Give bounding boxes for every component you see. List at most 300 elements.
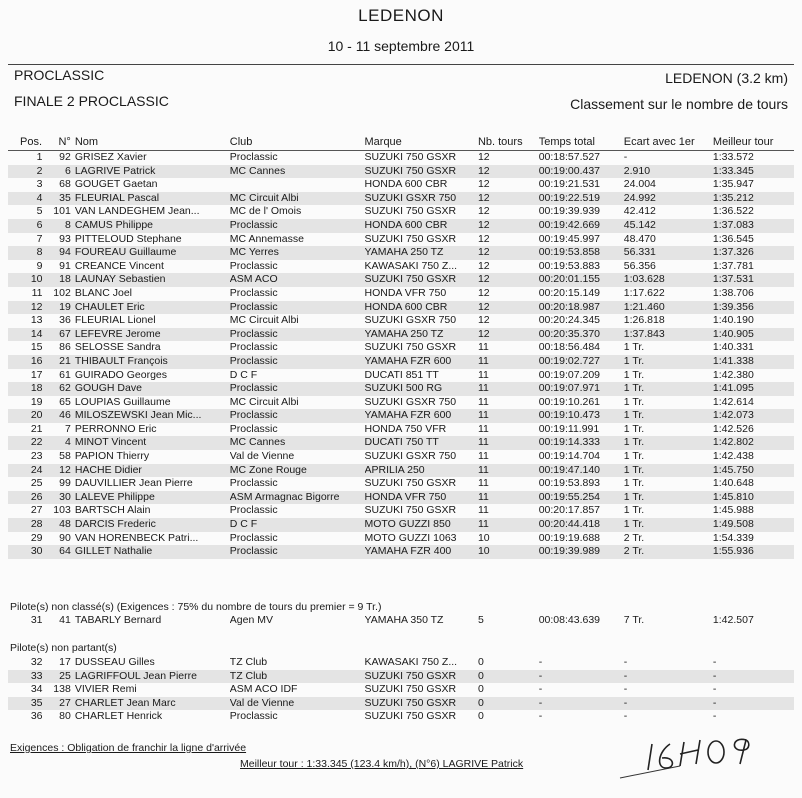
cell-ecart: 2.910 (623, 164, 651, 177)
cell-best: 1:42.526 (712, 422, 754, 435)
cell-tours: 11 (477, 490, 489, 503)
cell-num: 21 (59, 354, 71, 367)
table-row (8, 301, 794, 315)
cell-marque: APRILIA 250 (364, 463, 425, 476)
cell-num: 65 (59, 395, 71, 408)
cell-best: 1:40.905 (712, 327, 754, 340)
cell-num: 27 (59, 696, 71, 709)
cell-pos: 17 (30, 368, 43, 381)
cell-ecart: - (623, 683, 628, 696)
cell-nom: CHARLET Henrick (74, 710, 163, 723)
cell-temps: 00:20:44.418 (538, 518, 601, 531)
cell-marque: SUZUKI GSXR 750 (364, 395, 457, 408)
cell-nom: CAMUS Philippe (74, 218, 154, 231)
cell-pos: 15 (30, 341, 43, 354)
cell-ecart: 1 Tr. (623, 409, 645, 422)
cell-marque: HONDA VFR 750 (364, 490, 447, 503)
cell-pos: 2 (36, 164, 43, 177)
cell-temps: - (538, 710, 543, 723)
cell-best: 1:37.531 (712, 273, 754, 286)
cell-best: 1:40.648 (712, 477, 754, 490)
cell-ecart: 1 Tr. (623, 450, 645, 463)
cell-club: Proclassic (229, 259, 278, 272)
cell-pos: 6 (36, 218, 43, 231)
cell-best: 1:39.356 (712, 300, 754, 313)
cell-marque: YAMAHA FZR 600 (364, 354, 452, 367)
cell-tours: 11 (477, 422, 489, 435)
cell-nom: LAGRIFFOUL Jean Pierre (74, 669, 197, 682)
cell-ecart: 1:03.628 (623, 273, 665, 286)
cell-ecart: 1 Tr. (623, 463, 645, 476)
cell-marque: YAMAHA 250 TZ (364, 246, 444, 259)
cell-club: Agen MV (229, 614, 273, 626)
non-partants-body (8, 656, 794, 724)
cell-pos: 11 (31, 286, 43, 299)
cell-best: 1:42.507 (712, 614, 754, 626)
cell-temps: 00:19:53.893 (538, 477, 601, 490)
cell-tours: 12 (477, 286, 490, 299)
non-classes-body (8, 614, 794, 628)
cell-marque: SUZUKI 750 GSXR (364, 151, 457, 163)
cell-num: 36 (59, 314, 71, 327)
table-row (8, 477, 794, 491)
table-row (8, 328, 794, 342)
cell-club: Val de Vienne (229, 450, 295, 463)
cell-best: 1:45.750 (712, 463, 754, 476)
cell-num: 99 (59, 477, 71, 490)
cell-ecart: 2 Tr. (623, 545, 645, 558)
cell-temps: 00:19:53.858 (538, 246, 601, 259)
cell-ecart: 1:26.818 (623, 314, 665, 327)
table-row (8, 341, 794, 355)
cell-club: MC Cannes (229, 436, 286, 449)
cell-num: 80 (59, 710, 71, 723)
cell-num: 4 (64, 436, 71, 449)
cell-tours: 11 (477, 341, 489, 354)
table-row (8, 205, 794, 219)
cell-tours: 0 (477, 683, 484, 696)
cell-best: 1:41.338 (712, 354, 754, 367)
cell-ecart: - (623, 710, 628, 723)
exigences-note: Exigences : Obligation de franchir la ligne d'arrivée (10, 742, 247, 754)
cell-ecart: - (623, 151, 628, 163)
cell-temps: 00:19:10.473 (538, 409, 601, 422)
cell-num: 41 (59, 614, 71, 626)
cell-ecart: 45.142 (623, 218, 656, 231)
cell-num: 12 (59, 463, 71, 476)
cell-marque: KAWASAKI 750 Z... (364, 656, 458, 668)
cell-temps: 00:19:47.140 (538, 463, 601, 476)
cell-tours: 11 (477, 477, 489, 490)
cell-best: 1:36.545 (712, 232, 754, 245)
cell-temps: 00:19:45.997 (538, 232, 601, 245)
cell-club: MC Zone Rouge (229, 463, 307, 476)
cell-temps: - (538, 669, 543, 682)
cell-temps: 00:20:18.987 (538, 300, 601, 313)
cell-ecart: 1 Tr. (623, 477, 645, 490)
cell-ecart: 56.356 (623, 259, 656, 272)
cell-club: Proclassic (229, 504, 278, 517)
cell-nom: CHARLET Jean Marc (74, 696, 176, 709)
table-row (8, 178, 794, 192)
cell-tours: 12 (477, 191, 490, 204)
cell-nom: FLEURIAL Pascal (74, 191, 160, 204)
table-row (8, 504, 794, 518)
cell-pos: 16 (30, 354, 43, 367)
cell-club: ASM ACO IDF (229, 683, 298, 696)
cell-ecart: 42.412 (623, 205, 656, 218)
cell-club: MC Annemasse (229, 232, 304, 245)
cell-marque: SUZUKI 750 GSXR (364, 205, 457, 218)
cell-nom: MINOT Vincent (74, 436, 147, 449)
results-body (8, 151, 794, 559)
cell-temps: 00:19:22.519 (538, 191, 601, 204)
col-header-num: N° (49, 134, 75, 151)
cell-best: 1:37.083 (712, 218, 754, 231)
cell-ecart: 56.331 (623, 246, 656, 259)
cell-marque: HONDA 600 CBR (364, 218, 448, 231)
cell-temps: 00:19:10.261 (538, 395, 601, 408)
non-classes-table (8, 614, 794, 628)
cell-temps: 00:19:11.991 (538, 422, 600, 435)
cell-nom: CHAULET Eric (74, 300, 145, 313)
cell-tours: 11 (477, 368, 489, 381)
cell-tours: 5 (477, 614, 484, 626)
cell-temps: 00:20:17.857 (538, 504, 601, 517)
cell-pos: 1 (36, 151, 43, 163)
table-row (8, 464, 794, 478)
cell-nom: LAUNAY Sebastien (74, 273, 166, 286)
cell-temps: 00:19:42.669 (538, 218, 601, 231)
cell-club: Proclassic (229, 710, 278, 723)
cell-nom: FOUREAU Guillaume (74, 246, 177, 259)
cell-club (230, 178, 365, 192)
cell-num: 17 (59, 656, 71, 668)
cell-temps: 00:08:43.639 (538, 614, 601, 626)
cell-marque: SUZUKI 750 GSXR (364, 683, 457, 696)
cell-best: 1:38.706 (712, 286, 754, 299)
cell-pos: 32 (30, 656, 43, 668)
cell-club: D C F (229, 368, 258, 381)
cell-pos: 27 (30, 504, 43, 517)
cell-temps: 00:19:14.704 (538, 450, 601, 463)
cell-ecart: 1 Tr. (623, 518, 645, 531)
table-row (8, 409, 794, 423)
cell-marque: SUZUKI 750 GSXR (364, 232, 457, 245)
cell-num: 62 (59, 382, 71, 395)
table-row (8, 369, 794, 383)
cell-best: 1:33.345 (712, 164, 754, 177)
cell-club: Proclassic (229, 409, 278, 422)
cell-ecart: 1 Tr. (623, 382, 645, 395)
cell-ecart: 1 Tr. (623, 395, 645, 408)
cell-club: ASM Armagnac Bigorre (229, 490, 340, 503)
table-row (8, 532, 794, 546)
cell-num: 46 (59, 409, 71, 422)
table-row (8, 518, 794, 532)
table-row (8, 273, 794, 287)
cell-club: Proclassic (229, 354, 278, 367)
cell-pos: 21 (30, 422, 43, 435)
col-header-marque: Marque (365, 134, 478, 151)
cell-pos: 20 (30, 409, 43, 422)
cell-num: 68 (59, 178, 71, 191)
table-row (8, 314, 794, 328)
cell-nom: LALEVE Philippe (74, 490, 155, 503)
cell-best: 1:42.802 (712, 436, 754, 449)
cell-num: 8 (64, 218, 71, 231)
col-header-best: Meilleur tour (713, 134, 794, 151)
cell-nom: PAPION Thierry (74, 450, 150, 463)
cell-best: 1:35.947 (712, 178, 754, 191)
cell-club: MC Yerres (229, 246, 279, 259)
cell-marque: SUZUKI 750 GSXR (364, 696, 457, 709)
table-row (8, 697, 794, 711)
cell-club: MC Circuit Albi (229, 191, 299, 204)
table-row (8, 656, 794, 670)
cell-ecart: 1 Tr. (623, 490, 645, 503)
cell-marque: YAMAHA 250 TZ (364, 327, 444, 340)
cell-nom: VAN HORENBECK Patri... (74, 531, 199, 544)
cell-temps: 00:19:07.971 (538, 382, 601, 395)
cell-nom: FLEURIAL Lionel (74, 314, 156, 327)
cell-nom: GOUGH Dave (74, 382, 142, 395)
cell-temps: 00:20:24.345 (538, 314, 601, 327)
cell-num: 102 (53, 286, 71, 299)
table-row (8, 396, 794, 410)
best-lap-note: Meilleur tour : 1:33.345 (123.4 km/h), (N°6) LAGRIVE Patrick (240, 758, 524, 770)
cell-marque: SUZUKI 750 GSXR (364, 341, 457, 354)
cell-nom: GRISEZ Xavier (74, 151, 147, 163)
cell-num: 35 (59, 191, 71, 204)
cell-temps: 00:19:07.209 (538, 368, 601, 381)
cell-ecart: 1 Tr. (623, 354, 645, 367)
cell-best: 1:37.781 (712, 259, 754, 272)
cell-marque: YAMAHA FZR 600 (364, 409, 452, 422)
cell-num: 67 (59, 327, 71, 340)
cell-club: Proclassic (229, 422, 278, 435)
cell-num: 90 (59, 531, 71, 544)
cell-club: MC de l' Omois (229, 205, 302, 218)
cell-num: 58 (59, 450, 71, 463)
cell-nom: TABARLY Bernard (74, 614, 162, 626)
table-row (8, 260, 794, 274)
cell-club: Proclassic (229, 477, 278, 490)
cell-tours: 12 (477, 205, 490, 218)
cell-club: ASM ACO (229, 273, 278, 286)
cell-num: 6 (64, 164, 71, 177)
table-row (8, 287, 794, 301)
col-header-nom: Nom (75, 134, 230, 151)
cell-temps: 00:19:39.939 (538, 205, 601, 218)
cell-ecart: - (623, 656, 628, 668)
cell-marque: HONDA 600 CBR (364, 178, 448, 191)
cell-club: Val de Vienne (229, 696, 295, 709)
cell-pos: 28 (30, 518, 43, 531)
cell-club: Proclassic (229, 545, 278, 558)
cell-best: - (712, 710, 717, 723)
cell-nom: DUSSEAU Gilles (74, 656, 155, 668)
cell-club: Proclassic (229, 382, 278, 395)
cell-pos: 4 (36, 191, 43, 204)
cell-temps: 00:18:57.527 (538, 151, 601, 163)
results-table (8, 134, 794, 559)
cell-nom: LEFEVRE Jerome (74, 327, 161, 340)
cell-pos: 12 (30, 300, 43, 313)
cell-num: 18 (59, 273, 71, 286)
cell-marque: SUZUKI 750 GSXR (364, 504, 457, 517)
cell-temps: - (538, 696, 543, 709)
cell-tours: 12 (477, 314, 490, 327)
cell-best: - (712, 683, 717, 696)
cell-club: TZ Club (229, 656, 268, 668)
cell-temps: - (538, 683, 543, 696)
cell-club: MC Circuit Albi (229, 395, 299, 408)
cell-ecart: - (623, 669, 628, 682)
cell-tours: 11 (477, 409, 489, 422)
cell-club: Proclassic (229, 300, 278, 313)
col-header-pos: Pos. (8, 134, 49, 151)
table-header-row (8, 134, 794, 151)
cell-best: 1:45.810 (712, 490, 754, 503)
race-label: FINALE 2 PROCLASSIC (14, 93, 169, 109)
cell-marque: HONDA VFR 750 (364, 286, 447, 299)
cell-tours: 11 (477, 395, 489, 408)
cell-marque: SUZUKI 750 GSXR (364, 164, 457, 177)
handwritten-signature (600, 730, 780, 790)
cell-tours: 11 (477, 436, 489, 449)
cell-nom: LOUPIAS Guillaume (74, 395, 171, 408)
cell-marque: MOTO GUZZI 850 (364, 518, 451, 531)
non-partants-table (8, 656, 794, 724)
cell-nom: GOUGET Gaetan (74, 178, 158, 191)
cell-ecart: 1 Tr. (623, 368, 645, 381)
cell-marque: SUZUKI GSXR 750 (364, 314, 457, 327)
cell-marque: HONDA 600 CBR (364, 300, 448, 313)
table-row (8, 423, 794, 437)
table-row (8, 614, 794, 628)
cell-nom: SELOSSE Sandra (74, 341, 161, 354)
cell-num: 92 (59, 151, 71, 163)
cell-club: Proclassic (229, 286, 278, 299)
cell-num: 48 (59, 518, 71, 531)
cell-tours: 12 (477, 327, 490, 340)
event-date: 10 - 11 septembre 2011 (327, 38, 475, 54)
cell-pos: 19 (30, 395, 43, 408)
cell-best: 1:42.614 (712, 395, 754, 408)
cell-nom: GILLET Nathalie (74, 545, 153, 558)
cell-tours: 12 (477, 246, 490, 259)
cell-pos: 22 (30, 436, 43, 449)
cell-tours: 0 (477, 656, 484, 668)
table-row (8, 151, 794, 165)
table-row (8, 683, 794, 697)
cell-marque: SUZUKI 750 GSXR (364, 273, 457, 286)
cell-pos: 24 (30, 463, 43, 476)
cell-marque: KAWASAKI 750 Z... (364, 259, 458, 272)
cell-tours: 11 (477, 450, 489, 463)
cell-temps: 00:20:01.155 (538, 273, 601, 286)
cell-marque: YAMAHA 350 TZ (364, 614, 444, 626)
cell-num: 93 (59, 232, 71, 245)
cell-best: 1:45.988 (712, 504, 754, 517)
cell-best: - (712, 696, 717, 709)
cell-nom: MILOSZEWSKI Jean Mic... (74, 409, 202, 422)
cell-ecart: 1 Tr. (623, 436, 645, 449)
cell-nom: DAUVILLIER Jean Pierre (74, 477, 193, 490)
cell-ecart: 48.470 (623, 232, 656, 245)
cell-ecart: 1 Tr. (623, 504, 645, 517)
cell-pos: 8 (36, 246, 43, 259)
cell-num: 91 (59, 259, 71, 272)
table-row (8, 219, 794, 233)
cell-best: 1:49.508 (712, 518, 754, 531)
cell-num: 61 (59, 368, 71, 381)
cell-tours: 11 (477, 518, 489, 531)
cell-nom: GUIRADO Georges (74, 368, 168, 381)
cell-num: 19 (59, 300, 71, 313)
cell-temps: 00:20:35.370 (538, 327, 601, 340)
cell-marque: SUZUKI GSXR 750 (364, 450, 457, 463)
cell-ecart: 7 Tr. (623, 614, 645, 626)
table-row (8, 491, 794, 505)
cell-pos: 13 (30, 314, 43, 327)
cell-nom: CREANCE Vincent (74, 259, 164, 272)
header-rule (8, 64, 794, 65)
cell-temps: 00:19:19.688 (538, 531, 601, 544)
cell-temps: 00:19:53.883 (538, 259, 601, 272)
cell-marque: YAMAHA FZR 400 (364, 545, 452, 558)
cell-club: Proclassic (229, 327, 278, 340)
cell-tours: 10 (477, 531, 490, 544)
cell-tours: 12 (477, 164, 490, 177)
cell-num: 138 (53, 683, 71, 696)
cell-best: 1:40.331 (712, 341, 754, 354)
cell-pos: 25 (30, 477, 43, 490)
cell-pos: 23 (30, 450, 43, 463)
cell-num: 30 (59, 490, 71, 503)
cell-tours: 12 (477, 300, 490, 313)
cell-pos: 10 (30, 273, 43, 286)
cell-marque: DUCATI 750 TT (364, 436, 439, 449)
table-row (8, 165, 794, 179)
category-label: PROCLASSIC (14, 67, 105, 83)
non-partants-title: Pilote(s) non partant(s) (10, 642, 117, 654)
cell-ecart: 24.004 (623, 178, 656, 191)
cell-club: MC Cannes (229, 164, 286, 177)
cell-ecart: 1:17.622 (623, 286, 665, 299)
cell-best: 1:42.380 (712, 368, 754, 381)
cell-nom: PERRONNO Eric (74, 422, 157, 435)
cell-temps: 00:19:55.254 (538, 490, 601, 503)
cell-temps: 00:19:00.437 (538, 164, 601, 177)
cell-ecart: 1 Tr. (623, 422, 645, 435)
table-row (8, 192, 794, 206)
cell-best: 1:54.339 (712, 531, 754, 544)
cell-temps: 00:20:15.149 (538, 286, 601, 299)
cell-marque: MOTO GUZZI 1063 (364, 531, 457, 544)
col-header-temps: Temps total (539, 134, 624, 151)
cell-nom: THIBAULT François (74, 354, 168, 367)
cell-pos: 3 (36, 178, 43, 191)
cell-marque: HONDA 750 VFR (364, 422, 447, 435)
cell-nom: DARCIS Frederic (74, 518, 156, 531)
table-row (8, 450, 794, 464)
cell-club: D C F (229, 518, 258, 531)
cell-nom: PITTELOUD Stephane (74, 232, 182, 245)
event-title: LEDENON (358, 6, 444, 25)
cell-best: 1:42.438 (712, 450, 754, 463)
